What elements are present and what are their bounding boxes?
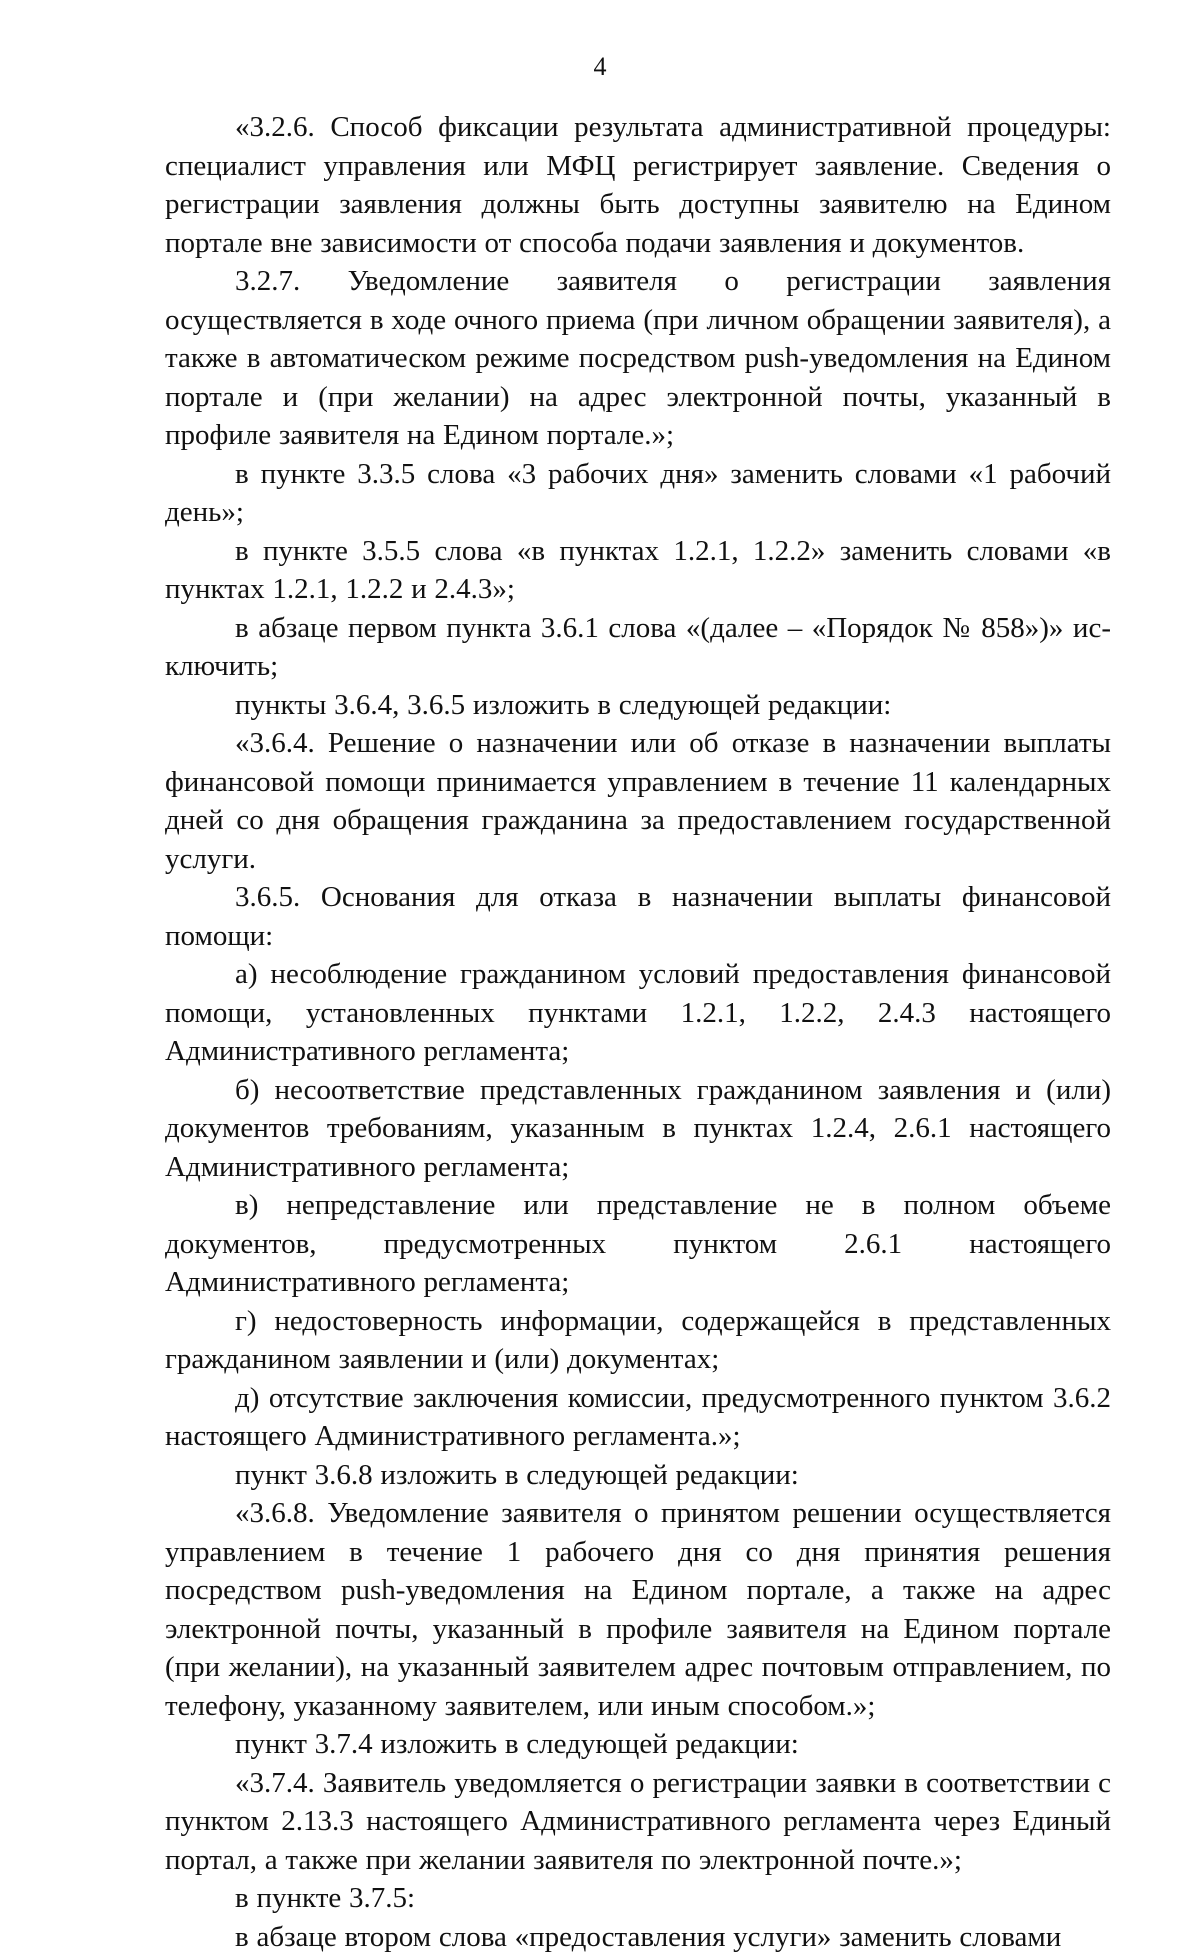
page-number: 4	[0, 52, 1200, 82]
paragraph-amend-3-7-5: в пункте 3.7.5:	[165, 1879, 1111, 1918]
paragraph-3-6-4: «3.6.4. Решение о назначении или об отказе в назначении выплаты финансовой помощи принимается управлением в течение 11 календарных дней со дня обращения гражданина за предоставлением государственной услуги.	[165, 724, 1111, 878]
paragraph-3-6-5: 3.6.5. Основания для отказа в назначении выплаты финансовой помощи:	[165, 878, 1111, 955]
paragraph-3-2-6: «3.2.6. Способ фиксации результата административной процедуры: специалист управления или МФЦ регистрирует заявление. Сведения о регистрации заявления должны быть доступны заявителю на Едином портале вне зависимости от способа подачи заявления и документов.	[165, 108, 1111, 262]
paragraph-3-2-7: 3.2.7. Уведомление заявителя о регистрации заявления осуществляется в ходе очного приема (при личном обращении заявителя), а также в автоматическом режиме посредством push-уведомления на Едином портале и (при желании) на адрес электронной почты, указанный в профиле заявителя на Едином портале.»;	[165, 262, 1111, 455]
document-body	[165, 108, 1111, 1956]
list-item-d: д) отсутствие заключения комиссии, предусмотренного пунктом 3.6.2 настоящего Административного регламента.»;	[165, 1379, 1111, 1456]
paragraph-amend-3-6-1: в абзаце первом пункта 3.6.1 слова «(далее – «Порядок № 858»)» исключить;	[165, 609, 1111, 686]
paragraph-amend-3-6-4-3-6-5: пункты 3.6.4, 3.6.5 изложить в следующей редакции:	[165, 686, 1111, 725]
list-item-g: г) недостоверность информации, содержащейся в представленных гражданином заявлении и (или) документах;	[165, 1302, 1111, 1379]
paragraph-amend-3-6-8: пункт 3.6.8 изложить в следующей редакции:	[165, 1456, 1111, 1495]
paragraph-amend-3-7-5-second: в абзаце втором слова «предоставления услуги» заменить словами	[165, 1918, 1111, 1956]
paragraph-3-7-4: «3.7.4. Заявитель уведомляется о регистрации заявки в соответствии с пунктом 2.13.3 настоящего Административного регламента через Единый портал, а также при желании заявителя по электронной почте.»;	[165, 1764, 1111, 1880]
list-item-b: б) несоответствие представленных гражданином заявления и (или) документов требованиям, указанным в пунктах 1.2.4, 2.6.1 настоящего Административного регламента;	[165, 1071, 1111, 1187]
paragraph-amend-3-3-5: в пункте 3.3.5 слова «3 рабочих дня» заменить словами «1 рабочий день»;	[165, 455, 1111, 532]
paragraph-3-6-8: «3.6.8. Уведомление заявителя о принятом решении осуществляется управлением в течение 1 рабочего дня со дня принятия решения посредством push-уведомления на Едином портале, а также на адрес электронной почты, указанный в профиле заявителя на Едином портале (при желании), на указанный заявителем адрес почтовым отправлением, по телефону, указанному заявителем, или иным способом.»;	[165, 1494, 1111, 1725]
paragraph-amend-3-7-4: пункт 3.7.4 изложить в следующей редакции:	[165, 1725, 1111, 1764]
list-item-a: а) несоблюдение гражданином условий предоставления финансовой помощи, установленных пунктами 1.2.1, 1.2.2, 2.4.3 настоящего Административного регламента;	[165, 955, 1111, 1071]
paragraph-amend-3-5-5: в пункте 3.5.5 слова «в пунктах 1.2.1, 1.2.2» заменить словами «в пунктах 1.2.1, 1.2.2 и 2.4.3»;	[165, 532, 1111, 609]
list-item-v: в) непредставление или представление не в полном объеме документов, предусмотренных пунктом 2.6.1 настоящего Административного регламента;	[165, 1186, 1111, 1302]
